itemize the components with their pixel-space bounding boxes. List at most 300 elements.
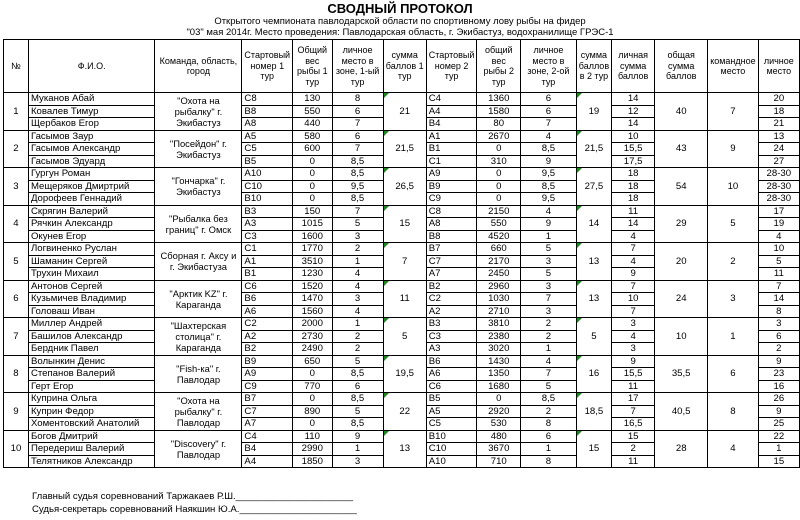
- zone-place-1-cell: 2: [332, 343, 383, 356]
- weight-2-cell: 1350: [477, 368, 521, 381]
- participant-name-cell: Куприна Ольга: [28, 393, 155, 406]
- zone-place-1-cell: 8,5: [332, 193, 383, 206]
- zone-place-2-cell: 8: [521, 455, 577, 468]
- weight-1-cell: 1520: [293, 280, 332, 293]
- zone-place-1-cell: 8,5: [332, 418, 383, 431]
- weight-1-cell: 2730: [293, 330, 332, 343]
- event-date-location: "03" мая 2014г. Место проведения: Павлодарская область, г. Экибастуз, водохранилище ГРЭС-1: [186, 27, 614, 38]
- header-sum1: сумма баллов 1 тур: [383, 40, 426, 93]
- participant-name-cell: Дорофеев Геннадий: [28, 193, 155, 206]
- total-sum-cell: 35,5: [655, 355, 708, 393]
- team-name-cell: "Discovery" г. Павлодар: [155, 430, 242, 468]
- personal-place-cell: 19: [758, 218, 799, 231]
- sum-2-cell: 21,5: [576, 130, 611, 168]
- start-number-2-cell: В4: [426, 118, 477, 131]
- personal-place-cell: 11: [758, 268, 799, 281]
- zone-place-1-cell: 4: [332, 268, 383, 281]
- personal-place-cell: 5: [758, 255, 799, 268]
- participant-name-cell: Окунев Егор: [28, 230, 155, 243]
- start-number-1-cell: А4: [242, 455, 293, 468]
- header-team: Команда, область, город: [155, 40, 242, 93]
- zone-place-2-cell: 2: [521, 330, 577, 343]
- zone-place-2-cell: 1: [521, 343, 577, 356]
- weight-1-cell: 550: [293, 105, 332, 118]
- zone-place-1-cell: 3: [332, 293, 383, 306]
- weight-1-cell: 1850: [293, 455, 332, 468]
- total-sum-cell: 28: [655, 430, 708, 468]
- weight-2-cell: 710: [477, 455, 521, 468]
- start-number-2-cell: В7: [426, 243, 477, 256]
- sum-2-cell: 5: [576, 318, 611, 356]
- zone-place-1-cell: 3: [332, 230, 383, 243]
- start-number-2-cell: С7: [426, 255, 477, 268]
- header-weight2: общий вес рыбы 2 тур: [477, 40, 521, 93]
- table-row: [4, 168, 800, 181]
- participant-name-cell: Логвиненко Руслан: [28, 243, 155, 256]
- team-name-cell: "Рыбалка без границ" г. Омск: [155, 205, 242, 243]
- weight-2-cell: 660: [477, 243, 521, 256]
- weight-1-cell: 1560: [293, 305, 332, 318]
- zone-place-1-cell: 5: [332, 405, 383, 418]
- personal-sum-cell: 4: [612, 255, 655, 268]
- participant-name-cell: Муканов Абай: [28, 93, 155, 106]
- start-number-2-cell: С10: [426, 443, 477, 456]
- participant-name-cell: Антонов Сергей: [28, 280, 155, 293]
- zone-place-1-cell: 5: [332, 218, 383, 231]
- personal-sum-cell: 11: [612, 455, 655, 468]
- table-row: [4, 243, 800, 256]
- sum-1-cell: 22: [383, 393, 426, 431]
- sum-1-cell: 21: [383, 93, 426, 131]
- zone-place-2-cell: 8,5: [521, 393, 577, 406]
- participant-name-cell: Волынкин Денис: [28, 355, 155, 368]
- team-number-cell: 9: [4, 393, 29, 431]
- secretary-signature-line: Судья-секретарь соревнований Наякшин Ю.А.______________________: [32, 504, 357, 515]
- weight-2-cell: 530: [477, 418, 521, 431]
- personal-place-cell: 21: [758, 118, 799, 131]
- zone-place-2-cell: 8: [521, 418, 577, 431]
- sum-1-cell: 21,5: [383, 130, 426, 168]
- start-number-2-cell: С3: [426, 330, 477, 343]
- team-place-cell: 7: [708, 93, 758, 131]
- zone-place-2-cell: 5: [521, 268, 577, 281]
- weight-1-cell: 2490: [293, 343, 332, 356]
- zone-place-2-cell: 9: [521, 155, 577, 168]
- team-name-cell: "Посейдон" г. Экибастуз: [155, 130, 242, 168]
- personal-sum-cell: 7: [612, 280, 655, 293]
- weight-2-cell: 4520: [477, 230, 521, 243]
- total-sum-cell: 40: [655, 93, 708, 131]
- start-number-1-cell: А5: [242, 130, 293, 143]
- team-place-cell: 2: [708, 243, 758, 281]
- sum-2-cell: 19: [576, 93, 611, 131]
- zone-place-2-cell: 6: [521, 93, 577, 106]
- weight-1-cell: 0: [293, 393, 332, 406]
- start-number-2-cell: А6: [426, 368, 477, 381]
- start-number-2-cell: А2: [426, 305, 477, 318]
- team-number-cell: 1: [4, 93, 29, 131]
- weight-1-cell: 2990: [293, 443, 332, 456]
- weight-1-cell: 1600: [293, 230, 332, 243]
- sum-2-cell: 16: [576, 355, 611, 393]
- team-number-cell: 6: [4, 280, 29, 318]
- total-sum-cell: 40,5: [655, 393, 708, 431]
- weight-2-cell: 3670: [477, 443, 521, 456]
- participant-name-cell: Миллер Андрей: [28, 318, 155, 331]
- weight-1-cell: 110: [293, 430, 332, 443]
- start-number-2-cell: А10: [426, 455, 477, 468]
- start-number-1-cell: С3: [242, 230, 293, 243]
- participant-name-cell: Передериш Валерий: [28, 443, 155, 456]
- start-number-2-cell: А3: [426, 343, 477, 356]
- weight-1-cell: 0: [293, 180, 332, 193]
- start-number-1-cell: А1: [242, 255, 293, 268]
- zone-place-2-cell: 3: [521, 305, 577, 318]
- start-number-1-cell: С1: [242, 243, 293, 256]
- sum-2-cell: 27,5: [576, 168, 611, 206]
- weight-2-cell: 2380: [477, 330, 521, 343]
- personal-place-cell: 18: [758, 105, 799, 118]
- team-place-cell: 3: [708, 280, 758, 318]
- team-place-cell: 9: [708, 130, 758, 168]
- chief-judge-signature-line: Главный судья соревнований Таржакаев Р.Ш.______________________: [32, 491, 354, 502]
- participant-name-cell: Гасымов Эдуард: [28, 155, 155, 168]
- participant-name-cell: Хоментовский Анатолий: [28, 418, 155, 431]
- personal-place-cell: 22: [758, 430, 799, 443]
- personal-place-cell: 4: [758, 230, 799, 243]
- zone-place-1-cell: 6: [332, 105, 383, 118]
- participant-name-cell: Гасымов Заур: [28, 130, 155, 143]
- personal-sum-cell: 18: [612, 193, 655, 206]
- start-number-1-cell: С2: [242, 318, 293, 331]
- team-number-cell: 2: [4, 130, 29, 168]
- team-place-cell: 4: [708, 430, 758, 468]
- event-subtitle: Открытого чемпионата павлодарской области по спортивному лову рыбы на фидер: [214, 16, 586, 27]
- team-name-cell: "Охота на рыбалку" г. Экибастуз: [155, 93, 242, 131]
- team-number-cell: 3: [4, 168, 29, 206]
- team-name-cell: "Охота на рыбалку" г. Павлодар: [155, 393, 242, 431]
- total-sum-cell: 54: [655, 168, 708, 206]
- team-place-cell: 1: [708, 318, 758, 356]
- weight-2-cell: 0: [477, 143, 521, 156]
- start-number-1-cell: С7: [242, 405, 293, 418]
- personal-sum-cell: 17: [612, 393, 655, 406]
- personal-sum-cell: 14: [612, 118, 655, 131]
- zone-place-2-cell: 4: [521, 130, 577, 143]
- weight-1-cell: 580: [293, 130, 332, 143]
- personal-sum-cell: 17,5: [612, 155, 655, 168]
- personal-sum-cell: 14: [612, 93, 655, 106]
- zone-place-1-cell: 1: [332, 255, 383, 268]
- start-number-2-cell: В2: [426, 280, 477, 293]
- weight-2-cell: 1360: [477, 93, 521, 106]
- zone-place-1-cell: 9: [332, 430, 383, 443]
- participant-name-cell: Бердник Павел: [28, 343, 155, 356]
- zone-place-1-cell: 8,5: [332, 393, 383, 406]
- zone-place-2-cell: 8,5: [521, 180, 577, 193]
- team-place-cell: 5: [708, 205, 758, 243]
- start-number-2-cell: А9: [426, 168, 477, 181]
- team-place-cell: 10: [708, 168, 758, 206]
- team-number-cell: 4: [4, 205, 29, 243]
- personal-place-cell: 9: [758, 405, 799, 418]
- table-row: [4, 130, 800, 143]
- personal-sum-cell: 12: [612, 105, 655, 118]
- start-number-2-cell: А1: [426, 130, 477, 143]
- weight-2-cell: 3020: [477, 343, 521, 356]
- weight-2-cell: 0: [477, 180, 521, 193]
- sum-2-cell: 15: [576, 430, 611, 468]
- weight-2-cell: 0: [477, 168, 521, 181]
- zone-place-2-cell: 8,5: [521, 143, 577, 156]
- personal-sum-cell: 15: [612, 430, 655, 443]
- start-number-1-cell: А8: [242, 118, 293, 131]
- personal-place-cell: 16: [758, 380, 799, 393]
- participant-name-cell: Богов Дмитрий: [28, 430, 155, 443]
- start-number-1-cell: В8: [242, 105, 293, 118]
- start-number-2-cell: А8: [426, 218, 477, 231]
- weight-1-cell: 770: [293, 380, 332, 393]
- weight-2-cell: 2710: [477, 305, 521, 318]
- start-number-1-cell: В3: [242, 205, 293, 218]
- zone-place-2-cell: 7: [521, 293, 577, 306]
- weight-2-cell: 2670: [477, 130, 521, 143]
- start-number-2-cell: С5: [426, 418, 477, 431]
- team-name-cell: "Fish-ка" г. Павлодар: [155, 355, 242, 393]
- weight-2-cell: 310: [477, 155, 521, 168]
- table-row: [4, 430, 800, 443]
- participant-name-cell: Герт Егор: [28, 380, 155, 393]
- weight-1-cell: 0: [293, 418, 332, 431]
- personal-sum-cell: 15,5: [612, 143, 655, 156]
- zone-place-2-cell: 2: [521, 405, 577, 418]
- sum-1-cell: 7: [383, 243, 426, 281]
- start-number-1-cell: В10: [242, 193, 293, 206]
- zone-place-2-cell: 5: [521, 380, 577, 393]
- zone-place-1-cell: 8,5: [332, 168, 383, 181]
- sum-2-cell: 18,5: [576, 393, 611, 431]
- header-start1: Стартовый номер 1 тур: [242, 40, 293, 93]
- team-name-cell: Сборная г. Аксу и г. Экибастуза: [155, 243, 242, 281]
- zone-place-1-cell: 4: [332, 280, 383, 293]
- zone-place-2-cell: 4: [521, 355, 577, 368]
- weight-2-cell: 2960: [477, 280, 521, 293]
- weight-1-cell: 1230: [293, 268, 332, 281]
- zone-place-2-cell: 1: [521, 443, 577, 456]
- start-number-1-cell: В9: [242, 355, 293, 368]
- start-number-2-cell: А7: [426, 268, 477, 281]
- weight-1-cell: 1015: [293, 218, 332, 231]
- personal-sum-cell: 11: [612, 205, 655, 218]
- personal-sum-cell: 3: [612, 318, 655, 331]
- table-row: [4, 93, 800, 106]
- personal-place-cell: 28-30: [758, 180, 799, 193]
- personal-place-cell: 25: [758, 418, 799, 431]
- weight-2-cell: 2920: [477, 405, 521, 418]
- weight-1-cell: 650: [293, 355, 332, 368]
- start-number-1-cell: С6: [242, 280, 293, 293]
- weight-2-cell: 480: [477, 430, 521, 443]
- zone-place-2-cell: 5: [521, 243, 577, 256]
- personal-place-cell: 6: [758, 330, 799, 343]
- team-number-cell: 7: [4, 318, 29, 356]
- participant-name-cell: Степанов Валерий: [28, 368, 155, 381]
- weight-1-cell: 890: [293, 405, 332, 418]
- team-name-cell: "Шахтерская столица" г. Караганда: [155, 318, 242, 356]
- personal-sum-cell: 11: [612, 380, 655, 393]
- participant-name-cell: Башилов Александр: [28, 330, 155, 343]
- weight-2-cell: 2450: [477, 268, 521, 281]
- weight-2-cell: 550: [477, 218, 521, 231]
- participant-name-cell: Головаш Иван: [28, 305, 155, 318]
- table-row: [4, 280, 800, 293]
- participant-name-cell: Щербаков Егор: [28, 118, 155, 131]
- personal-place-cell: 28-30: [758, 193, 799, 206]
- team-place-cell: 6: [708, 355, 758, 393]
- document-header: [0, 0, 800, 38]
- header-weight1: Общий вес рыбы 1 тур: [293, 40, 332, 93]
- page-title: СВОДНЫЙ ПРОТОКОЛ: [327, 1, 473, 16]
- start-number-2-cell: А4: [426, 105, 477, 118]
- zone-place-1-cell: 8,5: [332, 155, 383, 168]
- sum-1-cell: 5: [383, 318, 426, 356]
- personal-place-cell: 7: [758, 280, 799, 293]
- zone-place-2-cell: 2: [521, 318, 577, 331]
- zone-place-2-cell: 9: [521, 218, 577, 231]
- personal-sum-cell: 7: [612, 405, 655, 418]
- start-number-1-cell: В4: [242, 443, 293, 456]
- zone-place-2-cell: 3: [521, 255, 577, 268]
- weight-1-cell: 600: [293, 143, 332, 156]
- header-place1: личное место в зоне, 1-ый тур: [332, 40, 383, 93]
- start-number-2-cell: В1: [426, 143, 477, 156]
- zone-place-1-cell: 7: [332, 143, 383, 156]
- header-place2: личное место в зоне, 2-ой тур: [521, 40, 577, 93]
- zone-place-1-cell: 3: [332, 455, 383, 468]
- personal-sum-cell: 16,5: [612, 418, 655, 431]
- weight-1-cell: 3510: [293, 255, 332, 268]
- header-sum2: сумма баллов в 2 тур: [576, 40, 611, 93]
- weight-1-cell: 1470: [293, 293, 332, 306]
- personal-place-cell: 14: [758, 293, 799, 306]
- team-number-cell: 5: [4, 243, 29, 281]
- personal-sum-cell: 14: [612, 218, 655, 231]
- personal-sum-cell: 9: [612, 268, 655, 281]
- start-number-2-cell: В9: [426, 180, 477, 193]
- personal-place-cell: 10: [758, 243, 799, 256]
- start-number-1-cell: А6: [242, 305, 293, 318]
- personal-sum-cell: 18: [612, 168, 655, 181]
- weight-1-cell: 0: [293, 193, 332, 206]
- team-place-cell: 8: [708, 393, 758, 431]
- personal-place-cell: 20: [758, 93, 799, 106]
- start-number-2-cell: С9: [426, 193, 477, 206]
- weight-1-cell: 0: [293, 368, 332, 381]
- start-number-1-cell: С5: [242, 143, 293, 156]
- zone-place-1-cell: 1: [332, 443, 383, 456]
- personal-sum-cell: 3: [612, 343, 655, 356]
- participant-name-cell: Гасымов Александр: [28, 143, 155, 156]
- start-number-1-cell: В7: [242, 393, 293, 406]
- zone-place-1-cell: 7: [332, 118, 383, 131]
- start-number-1-cell: А2: [242, 330, 293, 343]
- weight-2-cell: 3810: [477, 318, 521, 331]
- total-sum-cell: 20: [655, 243, 708, 281]
- participant-name-cell: Шаманин Сергей: [28, 255, 155, 268]
- participant-name-cell: Гургун Роман: [28, 168, 155, 181]
- zone-place-1-cell: 9,5: [332, 180, 383, 193]
- sum-1-cell: 15: [383, 205, 426, 243]
- personal-place-cell: 13: [758, 130, 799, 143]
- sum-1-cell: 13: [383, 430, 426, 468]
- participant-name-cell: Телятников Александр: [28, 455, 155, 468]
- personal-sum-cell: 4: [612, 330, 655, 343]
- start-number-1-cell: С10: [242, 180, 293, 193]
- start-number-2-cell: В6: [426, 355, 477, 368]
- personal-sum-cell: 15,5: [612, 368, 655, 381]
- personal-place-cell: 28-30: [758, 168, 799, 181]
- zone-place-2-cell: 6: [521, 430, 577, 443]
- participant-name-cell: Куприн Федор: [28, 405, 155, 418]
- team-number-cell: 10: [4, 430, 29, 468]
- start-number-2-cell: С6: [426, 380, 477, 393]
- start-number-1-cell: А7: [242, 418, 293, 431]
- weight-1-cell: 2000: [293, 318, 332, 331]
- weight-2-cell: 80: [477, 118, 521, 131]
- zone-place-2-cell: 7: [521, 118, 577, 131]
- start-number-1-cell: С4: [242, 430, 293, 443]
- header-start2: Стартовый номер 2 тур: [426, 40, 477, 93]
- table-row: [4, 355, 800, 368]
- weight-1-cell: 130: [293, 93, 332, 106]
- zone-place-2-cell: 7: [521, 368, 577, 381]
- personal-place-cell: 24: [758, 143, 799, 156]
- sum-2-cell: 13: [576, 243, 611, 281]
- zone-place-1-cell: 6: [332, 130, 383, 143]
- sum-1-cell: 26,5: [383, 168, 426, 206]
- sum-1-cell: 11: [383, 280, 426, 318]
- personal-sum-cell: 10: [612, 130, 655, 143]
- table-row: [4, 393, 800, 406]
- start-number-2-cell: С1: [426, 155, 477, 168]
- total-sum-cell: 43: [655, 130, 708, 168]
- start-number-1-cell: В6: [242, 293, 293, 306]
- zone-place-2-cell: 4: [521, 205, 577, 218]
- personal-place-cell: 17: [758, 205, 799, 218]
- zone-place-1-cell: 5: [332, 355, 383, 368]
- personal-place-cell: 3: [758, 318, 799, 331]
- sum-1-cell: 19,5: [383, 355, 426, 393]
- personal-place-cell: 9: [758, 355, 799, 368]
- participant-name-cell: Рячкин Александр: [28, 218, 155, 231]
- participant-name-cell: Трухин Михаил: [28, 268, 155, 281]
- total-sum-cell: 10: [655, 318, 708, 356]
- start-number-2-cell: В10: [426, 430, 477, 443]
- zone-place-2-cell: 1: [521, 230, 577, 243]
- personal-sum-cell: 7: [612, 305, 655, 318]
- zone-place-1-cell: 8: [332, 93, 383, 106]
- zone-place-1-cell: 4: [332, 305, 383, 318]
- weight-1-cell: 0: [293, 155, 332, 168]
- header-total-sum: общая сумма баллов: [655, 40, 708, 93]
- personal-sum-cell: 7: [612, 243, 655, 256]
- weight-1-cell: 1770: [293, 243, 332, 256]
- zone-place-2-cell: 9,5: [521, 168, 577, 181]
- header-no: №: [4, 40, 29, 93]
- personal-place-cell: 26: [758, 393, 799, 406]
- personal-place-cell: 15: [758, 455, 799, 468]
- personal-place-cell: 1: [758, 443, 799, 456]
